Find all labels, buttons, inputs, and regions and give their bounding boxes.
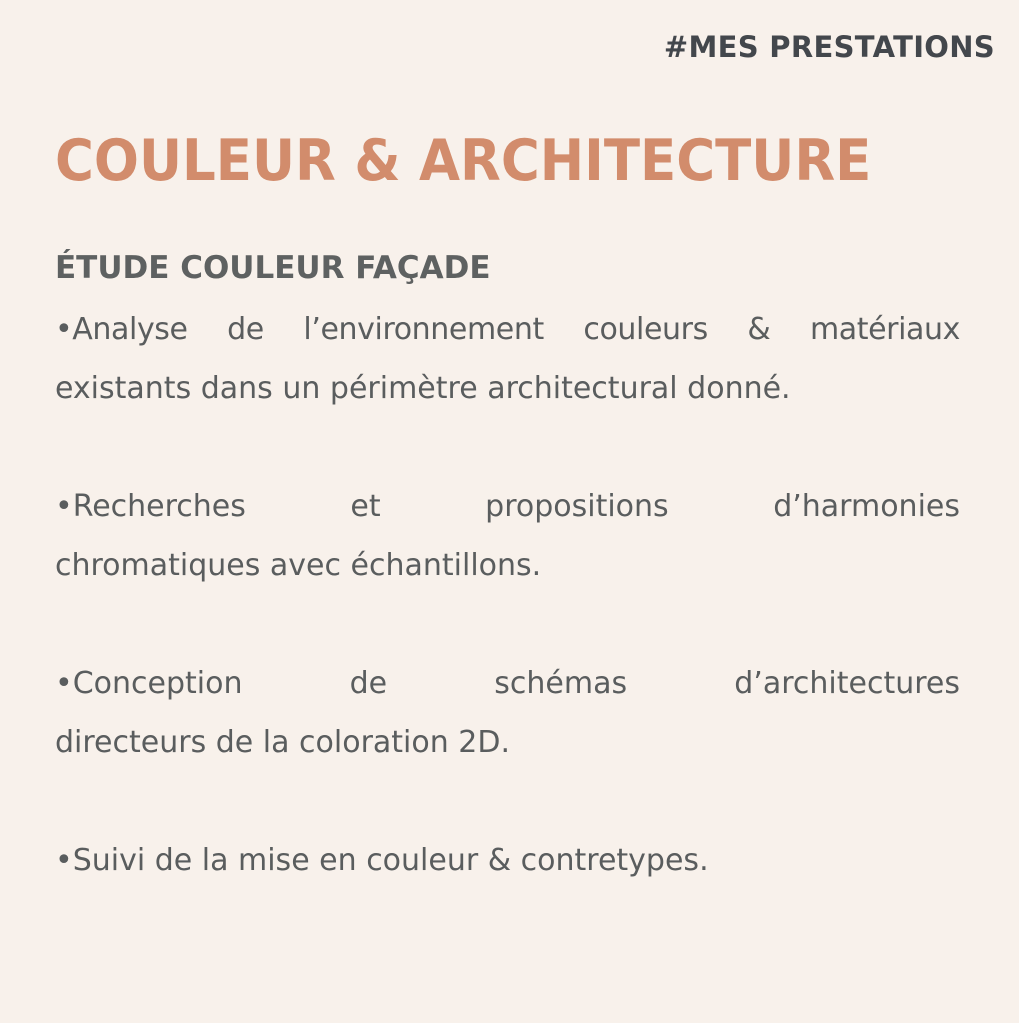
list-item-line: chromatiques avec échantillons.	[55, 548, 542, 583]
list-item-line: •Recherches et propositions d’harmonies	[55, 489, 960, 524]
list-item	[55, 300, 960, 418]
section-heading: ÉTUDE COULEUR FAÇADE	[55, 250, 491, 286]
list-item-line: existants dans un périmètre architectural donné.	[55, 371, 791, 406]
section-tag: #MES PRESTATIONS	[663, 30, 995, 64]
service-list	[55, 300, 960, 890]
list-item-line: •Analyse de l’environnement couleurs & matériaux	[55, 312, 960, 347]
page-title: COULEUR & ARCHITECTURE	[55, 128, 872, 194]
list-item-line: directeurs de la coloration 2D.	[55, 725, 511, 760]
list-item	[55, 654, 960, 772]
list-item	[55, 831, 960, 890]
list-item	[55, 477, 960, 595]
list-item-line: •Conception de schémas d’architectures	[55, 666, 960, 701]
list-item-line: •Suivi de la mise en couleur & contretypes.	[55, 843, 709, 878]
